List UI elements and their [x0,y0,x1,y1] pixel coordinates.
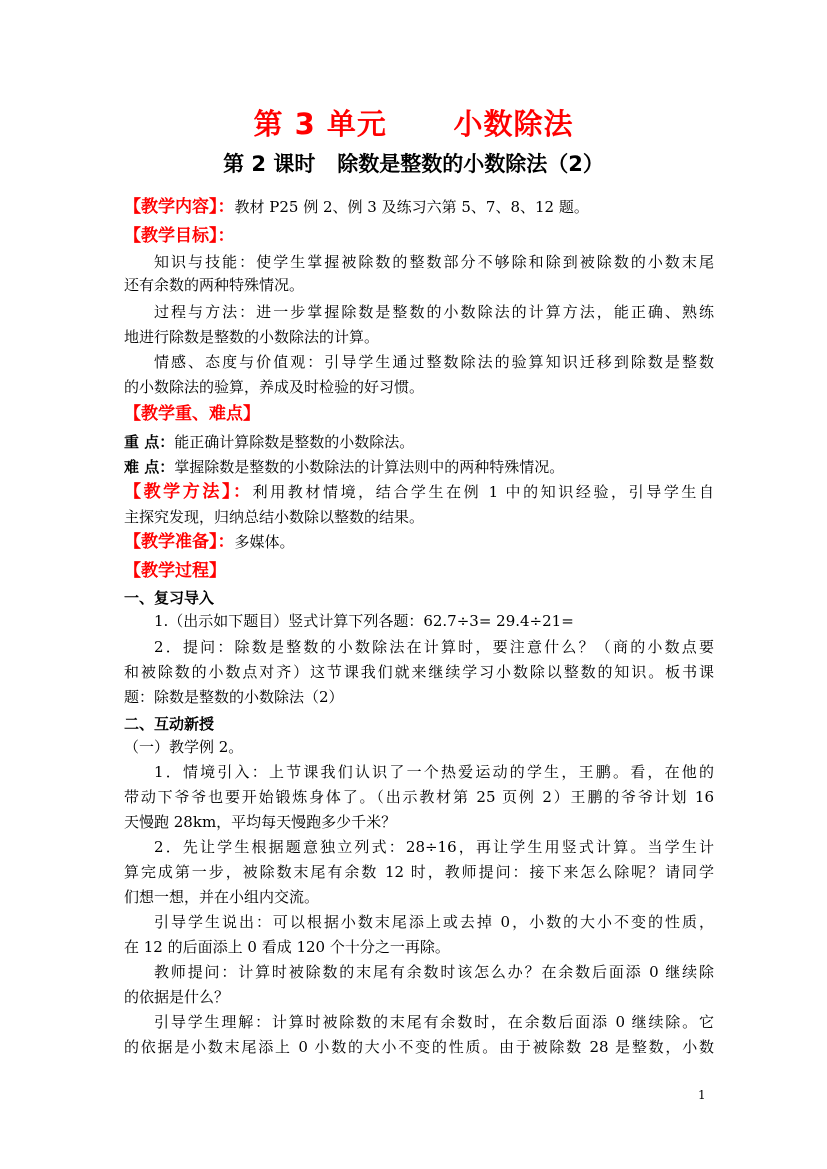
paragraph-line: 引导学生理解：计算时被除数的末尾有余数时，在余数后面添 0 继续除。它 [154,1013,714,1031]
section-heading: 一、复习导入 [124,589,215,607]
section-label: 【教学过程】 [124,561,226,581]
keypoints-heading [124,405,714,423]
hard-label: 难 点： [124,458,175,476]
paragraph-line: （一）教学例 2。 [124,738,244,756]
unit-title: 第 3 单元 小数除法 [253,107,574,141]
paragraph-line: 2．先让学生根据题意独立列式：28÷16，再让学生用竖式计算。当学生计 [154,838,714,856]
paragraph-line: 题：除数是整数的小数除法（2） [124,688,344,706]
paragraph-line: 教师提问：计算时被除数的末尾有余数时该怎么办？在余数后面添 0 继续除 [154,963,714,981]
lesson-subtitle: 第 2 课时 除数是整数的小数除法（2） [223,152,604,176]
paragraph-line: 的依据是小数末尾添上 0 小数的大小不变的性质。由于被除数 28 是整数，小数 [124,1038,714,1056]
methods-text: 利用教材情境，结合学生在例 1 中的知识经验，引导学生自 [252,483,714,501]
section-heading: 二、互动新授 [124,715,215,733]
section-label: 【教学目标】： [124,226,235,246]
section-label: 【教学准备】： [124,532,235,552]
key-point [124,433,714,451]
paragraph-line: 2．提问：除数是整数的小数除法在计算时，要注意什么？（商的小数点要 [154,638,714,656]
teaching-preparation [124,533,714,551]
paragraph-line: 和被除数的小数点对齐）这节课我们就来继续学习小数除以整数的知识。板书课 [124,663,714,681]
paragraph-line: 们想一想，并在小组内交流。 [124,888,320,906]
paragraph-line: 天慢跑 28km，平均每天慢跑多少千米？ [124,813,397,831]
paragraph-line: 带动下爷爷也要开始锻炼身体了。（出示教材第 25 页例 2）王鹏的爷爷计划 16 [124,788,714,806]
paragraph-line: 地进行除数是整数的小数除法的计算。 [124,328,380,346]
content-text: 教材 P25 例 2、例 3 及练习六第 5、7、8、12 题。 [234,198,589,216]
teaching-methods [124,483,714,501]
paragraph-line: 的小数除法的验算，养成及时检验的好习惯。 [124,378,425,396]
preparation-text: 多媒体。 [234,533,295,551]
section-label: 【教学重、难点】 [124,404,260,424]
key-label: 重 点： [124,433,175,451]
objectives-heading [124,227,714,245]
process-heading [124,562,714,580]
paragraph-line: 在 12 的后面添上 0 看成 120 个十分之一再除。 [124,938,450,956]
page-number: 1 [698,1088,706,1102]
section-label: 【教学方法】： [124,482,253,502]
paragraph-line: 还有余数的两种特殊情况。 [124,276,305,294]
paragraph-line: 的依据是什么？ [124,988,230,1006]
paragraph-line: 知识与技能：使学生掌握被除数的整数部分不够除和除到被除数的小数末尾 [154,253,714,271]
paragraph-line: 情感、态度与价值观：引导学生通过整数除法的验算知识迁移到除数是整数 [154,353,714,371]
paragraph-line: 引导学生说出：可以根据小数末尾添上或去掉 0，小数的大小不变的性质， [154,913,714,931]
hard-point [124,458,714,476]
paragraph-line: 过程与方法：进一步掌握除数是整数的小数除法的计算方法，能正确、熟练 [154,303,714,321]
paragraph-line: 算完成第一步，被除数末尾有余数 12 时，教师提问：接下来怎么除呢？请同学 [124,863,714,881]
section-label: 【教学内容】： [124,197,235,217]
paragraph-line: 1.（出示如下题目）竖式计算下列各题：62.7÷3= 29.4÷21= [154,612,574,630]
paragraph-line: 1．情境引入：上节课我们认识了一个热爱运动的学生，王鹏。看，在他的 [154,763,714,781]
teaching-content [124,198,714,216]
key-text: 能正确计算除数是整数的小数除法。 [174,433,415,451]
paragraph-line: 主探究发现，归纳总结小数除以整数的结果。 [124,508,425,526]
hard-text: 掌握除数是整数的小数除法的计算法则中的两种特殊情况。 [174,458,565,476]
